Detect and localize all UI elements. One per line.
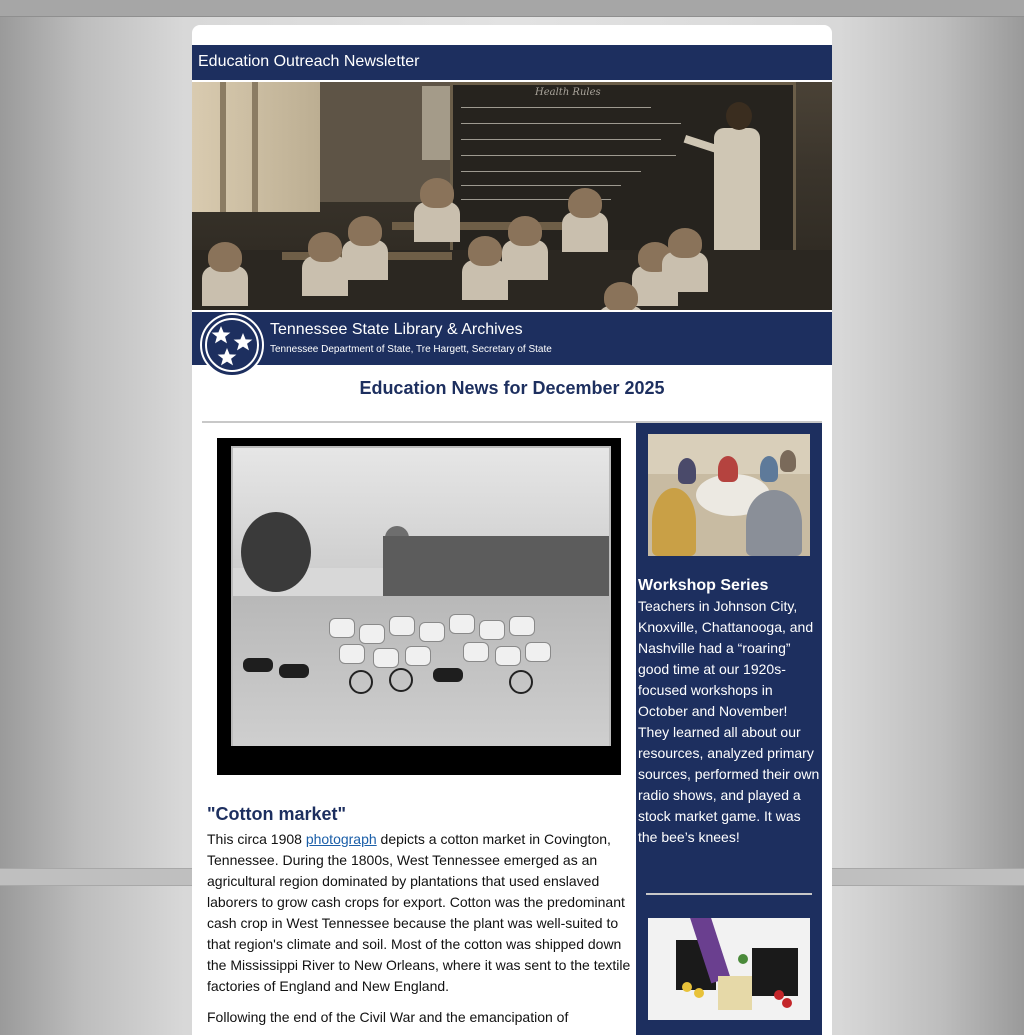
chalk-line bbox=[461, 123, 681, 124]
cotton-market-photo[interactable] bbox=[217, 438, 621, 775]
workshop-body: Teachers in Johnson City, Knoxville, Chattanooga, and Nashville had a “roaring” good time at our 1920s-focused workshops in October and November! They learned all about our resources, analyzed primary sources, performed their own radio shows, and played a stock market game. It was the bee’s knees! bbox=[638, 598, 820, 845]
article-text: depicts a cotton market in Covington, Tennessee. During the 1800s, West Tennessee emerged as an agricultural region dominated by plantations that used enslaved laborers to grow cash crops for export. Cotton was the predominant cash crop in West Tennessee because the plant was well-suited to that region's climate and soil. Most of the cotton was shipped down the Mississippi River to New Orleans, where it was sent to the textile factories of England and New England. bbox=[207, 831, 631, 994]
sidebar bbox=[636, 423, 822, 1035]
chalk-line bbox=[461, 155, 676, 156]
banner-student bbox=[662, 228, 708, 290]
banner-student bbox=[502, 216, 548, 278]
banner-student bbox=[598, 282, 644, 310]
chalk-line bbox=[461, 185, 621, 186]
org-subtitle: Tennessee Department of State, Tre Hargett, Secretary of State bbox=[270, 344, 552, 355]
newsletter-header bbox=[192, 45, 832, 82]
article-title: "Cotton market" bbox=[207, 804, 347, 824]
photograph-link[interactable]: photograph bbox=[305, 831, 377, 847]
org-name: Tennessee State Library & Archives bbox=[270, 321, 523, 338]
banner-teacher bbox=[708, 102, 762, 252]
browser-top-bar bbox=[0, 0, 1024, 17]
exhibit-photo[interactable] bbox=[648, 918, 810, 1020]
chalk-line bbox=[461, 171, 641, 172]
newsletter-card bbox=[192, 25, 832, 1035]
banner-student bbox=[562, 188, 608, 250]
workshop-photo[interactable] bbox=[648, 434, 810, 556]
workshop-title: Workshop Series bbox=[638, 577, 769, 594]
tri-star-seal-icon bbox=[200, 313, 264, 377]
banner-window bbox=[192, 82, 320, 212]
sidebar-divider bbox=[646, 893, 812, 895]
photo-plate bbox=[231, 446, 611, 750]
classroom-banner-image bbox=[192, 82, 832, 310]
tsla-brand-bar bbox=[192, 310, 832, 365]
article-body bbox=[207, 829, 631, 1035]
banner-student bbox=[202, 242, 248, 304]
issue-title: Education News for December 2025 bbox=[359, 378, 665, 398]
article-paragraph: Following the end of the Civil War and the emancipation of bbox=[207, 1009, 569, 1025]
banner-chalk-heading: Health Rules bbox=[535, 87, 601, 98]
article-paragraph bbox=[207, 829, 631, 997]
chalk-line bbox=[461, 107, 651, 108]
banner-student bbox=[342, 216, 388, 278]
chalk-line bbox=[461, 139, 661, 140]
banner-student bbox=[414, 178, 460, 240]
newsletter-header-label: Education Outreach Newsletter bbox=[198, 53, 420, 70]
article-text: This circa 1908 bbox=[207, 831, 306, 847]
